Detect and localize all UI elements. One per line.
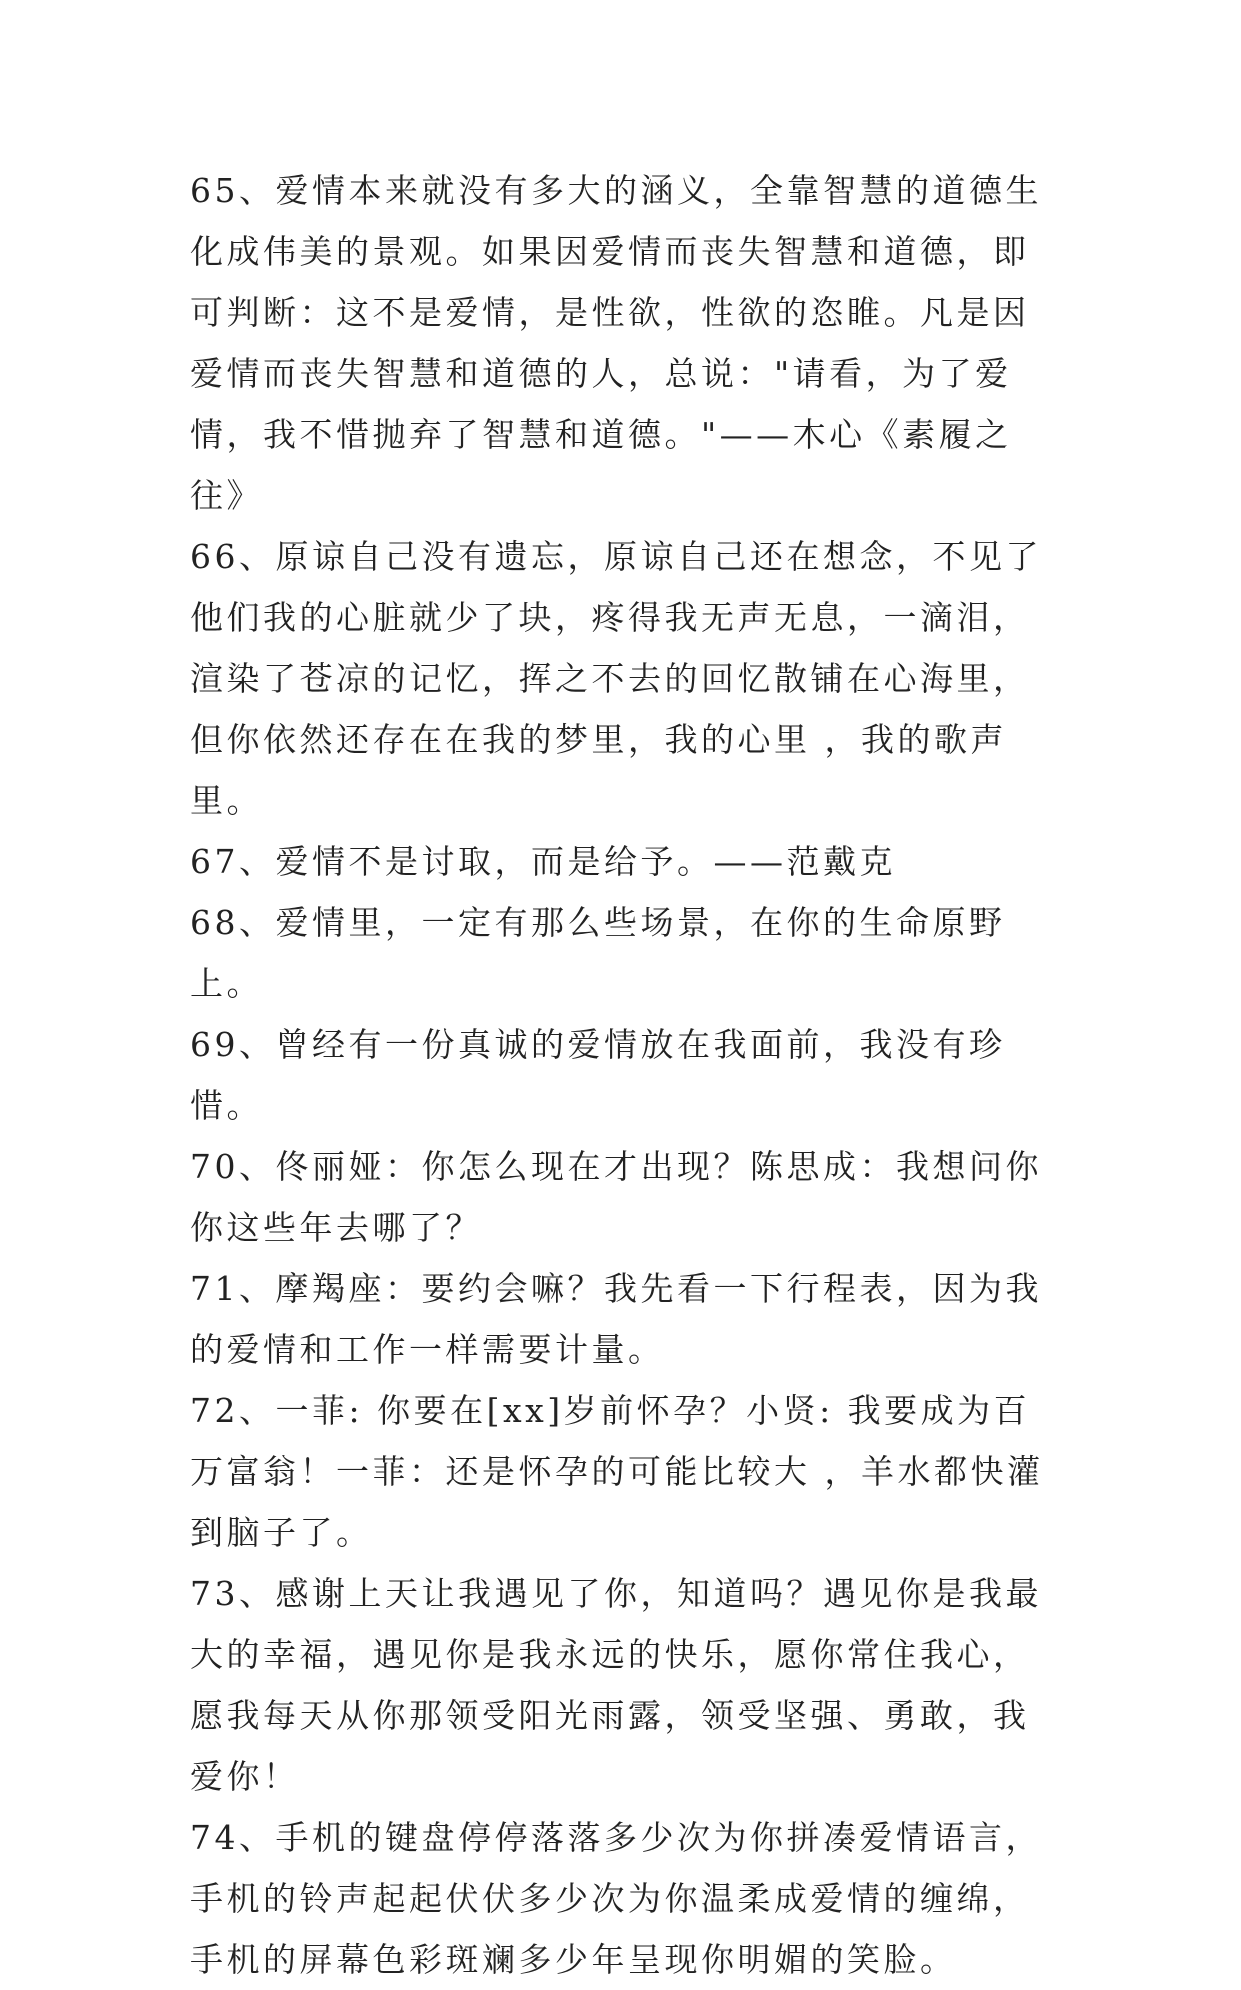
paragraph-67: 67、爱情不是讨取，而是给予。——范戴克	[190, 842, 896, 881]
paragraph-66: 66、原谅自己没有遗忘，原谅自己还在想念，不见了他们我的心脏就少了块，疼得我无声无息，一滴泪，渲染了苍凉的记忆，挥之不去的回忆散铺在心海里，但你依然还存在在我的梦里，我的心里 ，我的歌声里。	[190, 537, 1042, 820]
paragraph-74: 74、手机的键盘停停落落多少次为你拼凑爱情语言，手机的铃声起起伏伏多少次为你温柔成爱情的缠绵，手机的屏幕色彩斑斓多少年呈现你明媚的笑脸。	[190, 1818, 1042, 1979]
paragraph-70: 70、佟丽娅：你怎么现在才出现？陈思成：我想问你你这些年去哪了？	[190, 1147, 1042, 1247]
paragraph-65: 65、爱情本来就没有多大的涵义，全靠智慧的道德生化成伟美的景观。如果因爱情而丧失智慧和道德，即可判断：这不是爱情，是性欲，性欲的恣睢。凡是因爱情而丧失智慧和道德的人，总说："请看，为了爱情，我不惜抛弃了智慧和道德。"——木心《素履之往》	[190, 171, 1042, 515]
paragraph-68: 68、爱情里，一定有那么些场景，在你的生命原野上。	[190, 903, 1006, 1003]
paragraph-71: 71、摩羯座：要约会嘛？我先看一下行程表，因为我的爱情和工作一样需要计量。	[190, 1269, 1042, 1369]
paragraph-73: 73、感谢上天让我遇见了你，知道吗？遇见你是我最大的幸福，遇见你是我永远的快乐，愿你常住我心，愿我每天从你那领受阳光雨露，领受坚强、勇敢，我爱你！	[190, 1574, 1042, 1796]
paragraph-69: 69、曾经有一份真诚的爱情放在我面前，我没有珍惜。	[190, 1025, 1006, 1125]
paragraph-72: 72、一菲: 你要在[xx]岁前怀孕？小贤: 我要成为百万富翁！一菲：还是怀孕的可能比较大 ，羊水都快灌到脑子了。	[190, 1391, 1044, 1552]
document-body	[190, 160, 1060, 1990]
